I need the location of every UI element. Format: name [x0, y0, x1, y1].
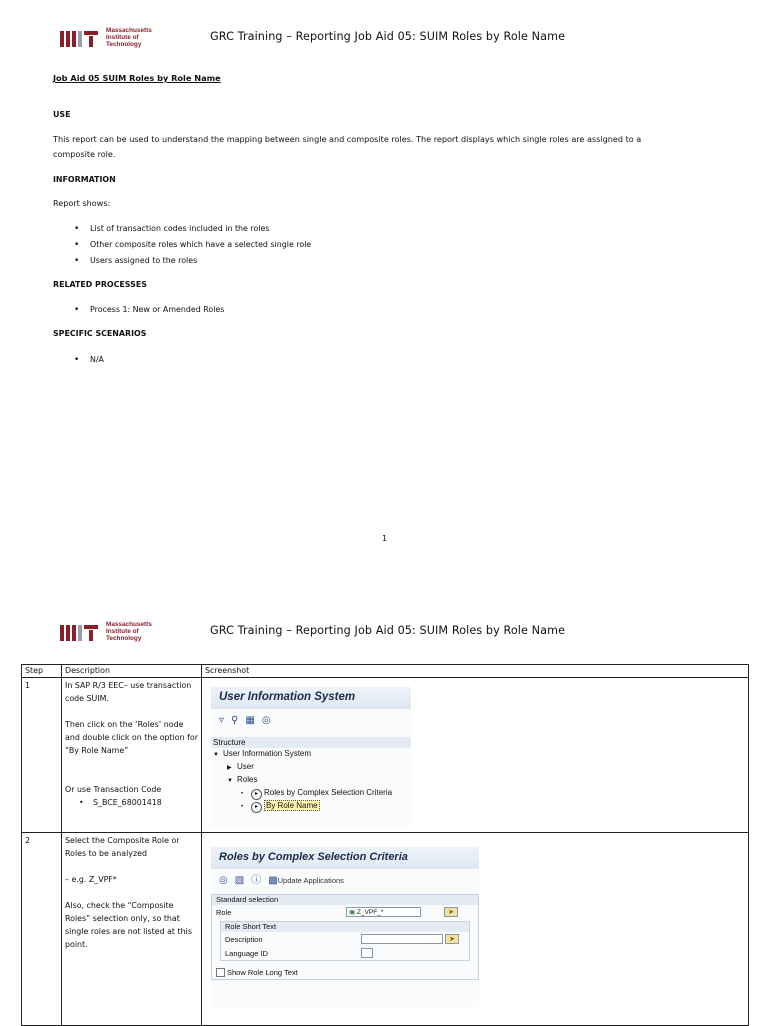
- tree-node-root[interactable]: [211, 748, 411, 761]
- table-row: [22, 833, 749, 1026]
- step-number: 1: [22, 678, 62, 833]
- report-shows-label: Report shows:: [53, 198, 111, 208]
- mit-logo-mark: [60, 27, 104, 51]
- description-input[interactable]: [361, 934, 443, 944]
- sap-complex-selection-screen: [211, 847, 479, 1007]
- header-title: GRC Training – Reporting Job Aid 05: SUIM Roles by Role Name: [210, 624, 566, 637]
- related-processes-list: [74, 302, 224, 318]
- show-long-text-checkbox[interactable]: [216, 968, 225, 977]
- show-long-text-label: Show Role Long Text: [227, 967, 298, 977]
- tree-node-label: User: [237, 762, 254, 771]
- tree-node-label: User Information System: [223, 749, 312, 758]
- tree-node-label: By Role Name: [266, 801, 318, 810]
- chevron-right-icon: ▶: [227, 765, 232, 771]
- step-screenshot: [202, 678, 749, 833]
- step-description: [62, 678, 202, 833]
- specific-scenarios-heading: SPECIFIC SCENARIOS: [53, 329, 147, 338]
- page-header: [0, 618, 768, 648]
- chevron-down-icon: ▼: [213, 752, 219, 758]
- update-applications-button[interactable]: [268, 874, 344, 887]
- role-input[interactable]: [346, 907, 421, 917]
- use-heading: USE: [53, 110, 71, 119]
- save-icon[interactable]: ▦: [245, 714, 255, 726]
- structure-tree: [211, 748, 411, 813]
- column-header-screenshot: Screenshot: [202, 665, 749, 678]
- step-screenshot: [202, 833, 749, 1026]
- role-label: Role: [216, 907, 232, 917]
- sap-screen-title: User Information System: [211, 687, 411, 709]
- description-paragraph: Or use Transaction Code: [65, 785, 162, 794]
- find-icon[interactable]: ⚲: [231, 714, 239, 726]
- long-text-row: [212, 965, 478, 979]
- bullet-icon: •: [241, 804, 244, 810]
- language-row: [221, 946, 469, 960]
- related-processes-heading: RELATED PROCESSES: [53, 280, 147, 289]
- table-header-row: [22, 665, 749, 678]
- specific-scenarios-list: [74, 352, 104, 368]
- standard-selection-label: Standard selection: [212, 895, 478, 905]
- header-title: GRC Training – Reporting Job Aid 05: SUIM Roles by Role Name: [210, 30, 566, 43]
- info-icon[interactable]: ⓘ: [251, 874, 262, 886]
- tree-node-by-role-name[interactable]: [211, 800, 411, 813]
- transaction-code: • S_BCE_68001418: [65, 796, 198, 809]
- execute-icon[interactable]: ◎: [261, 714, 271, 726]
- structure-label: Structure: [211, 737, 411, 748]
- description-row: [221, 932, 469, 946]
- list-item: • Other composite roles which have a selected single role: [74, 237, 311, 253]
- chevron-down-icon: ▼: [227, 778, 233, 784]
- description-paragraph: – e.g. Z_VPF*: [65, 875, 117, 884]
- language-input[interactable]: [361, 948, 373, 958]
- list-item: • Process 1: New or Amended Roles: [74, 302, 224, 318]
- tree-node-roles[interactable]: [211, 774, 411, 787]
- information-heading: INFORMATION: [53, 175, 116, 184]
- description-paragraph: Then click on the ‘Roles’ node and double click on the option for “By Role Name”: [65, 720, 198, 755]
- page-number: 1: [382, 534, 388, 543]
- list-item: • N/A: [74, 352, 104, 368]
- list-item: • Users assigned to the roles: [74, 253, 311, 269]
- update-applications-label: Update Applications: [277, 875, 344, 885]
- role-input-value: Z_VPF_*: [356, 909, 384, 916]
- step-number: 2: [22, 833, 62, 1026]
- mit-logo: [60, 27, 160, 51]
- execute-icon: ▸: [251, 802, 262, 813]
- tree-node-label: Roles: [237, 775, 258, 784]
- step-description: [62, 833, 202, 1026]
- role-short-text-label: Role Short Text: [221, 922, 469, 932]
- sap-toolbar: [211, 869, 479, 891]
- description-paragraph: Select the Composite Role or Roles to be analyzed: [65, 836, 180, 858]
- sap-toolbar: [211, 709, 411, 731]
- mit-logo-text: Massachusetts Institute of Technology: [106, 27, 152, 49]
- tree-node-complex-selection[interactable]: [211, 787, 411, 800]
- execute-icon[interactable]: ◎: [219, 874, 228, 886]
- role-row: [212, 905, 478, 919]
- tree-node-label: Roles by Complex Selection Criteria: [264, 788, 393, 797]
- column-header-description: Description: [62, 665, 202, 678]
- filter-icon[interactable]: ▿: [219, 714, 225, 726]
- mit-logo-text: Massachusetts Institute of Technology: [106, 621, 152, 643]
- description-label: Description: [225, 934, 263, 944]
- steps-table: [21, 664, 749, 1026]
- list-item: • List of transaction codes included in the roles: [74, 221, 311, 237]
- description-paragraph: Also, check the “Composite Roles” selection only, so that single roles are not listed at this point.: [65, 901, 192, 949]
- selection-option-icon: ▣: [349, 909, 357, 916]
- use-text-line-2: composite role.: [53, 149, 116, 159]
- role-short-text-box: [220, 921, 470, 961]
- multiple-selection-button[interactable]: ➤: [445, 934, 459, 944]
- update-icon: ▩: [268, 874, 278, 886]
- multiple-selection-button[interactable]: ➤: [444, 907, 458, 917]
- column-header-step: Step: [22, 665, 62, 678]
- execute-icon: ▸: [251, 789, 262, 800]
- page-header: [0, 24, 768, 54]
- information-list: [74, 221, 311, 269]
- tree-node-user[interactable]: [211, 761, 411, 774]
- table-row: [22, 678, 749, 833]
- standard-selection-box: [211, 894, 479, 980]
- mit-logo: [60, 621, 160, 645]
- language-label: Language ID: [225, 948, 268, 958]
- sap-screen-title: Roles by Complex Selection Criteria: [211, 847, 479, 869]
- use-text-line-1: This report can be used to understand the mapping between single and composite roles. The report displays which single roles are assigned to a: [53, 134, 642, 144]
- doc-title: Job Aid 05 SUIM Roles by Role Name: [53, 73, 221, 83]
- description-paragraph: In SAP R/3 EEC– use transaction code SUIM.: [65, 681, 192, 703]
- mit-logo-mark: [60, 621, 104, 645]
- bullet-icon: •: [241, 791, 244, 797]
- variant-icon[interactable]: ▧: [234, 874, 245, 886]
- sap-user-information-screen: [211, 687, 411, 827]
